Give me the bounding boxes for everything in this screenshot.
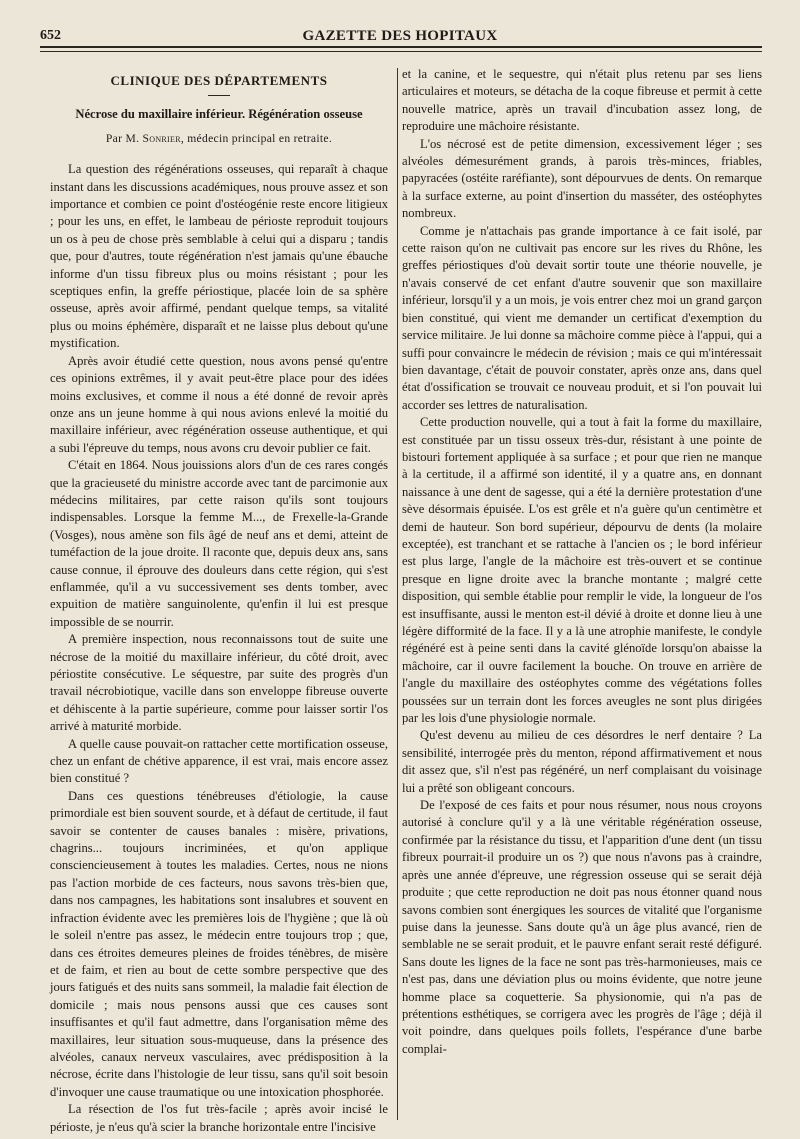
paragraph: La résection de l'os fut très-facile ; après avoir incisé le périoste, je n'eus qu'à scier la branche horizontale entre l'incisive xyxy=(50,1102,388,1134)
left-column xyxy=(50,66,388,1134)
byline-suffix: , médecin principal en retraite. xyxy=(180,131,333,145)
paragraph: A quelle cause pouvait-on rattacher cette mortification osseuse, chez un enfant de chétive apparence, il est vrai, mais encore assez bien constitué ? xyxy=(50,736,388,786)
author-name: Sonrier xyxy=(142,131,181,145)
paragraph: et la canine, et le sequestre, qui n'était plus retenu par ses liens articulaires et moteurs, se détacha de la coque fibreuse et permit à cette nouvelle matrice, après un travail d'incubation assez long, de reproduire une mâchoire résistante. xyxy=(402,67,762,134)
page-number: 652 xyxy=(40,28,61,43)
section-title: CLINIQUE DES DÉPARTEMENTS xyxy=(110,73,328,88)
article-subtitle: Nécrose du maxillaire inférieur. Régénération osseuse xyxy=(75,107,363,122)
paragraph: La question des régénérations osseuses, qui reparaît à chaque instant dans les discussions académiques, nous prouve assez et son importance et combien ce point d'ostéogénie reste encore litigieux ; pour les uns, en effet, le lambeau de périoste reproduit toujours un os à peu de chose près semblable à celui qui a disparu ; tandis que, pour d'autres, toute régénération n'est jamais qu'une ébauche informe d'un tissu fibreux plus ou moins résistant ; pour les sceptiques enfin, la greffe périostique, placée loin de sa sphère osseuse, après avoir affirmé, pendant quelque temps, sa vitalité plus ou moins éphémère, disparaît et ne laisse plus debout qu'une mystification. xyxy=(50,162,388,351)
paragraph: A première inspection, nous reconnaissons tout de suite une nécrose de la moitié du maxillaire inférieur, du côté droit, avec périostite consécutive. Le séquestre, par suite des progrès d'un travail nécrobiotique, vacille dans son enveloppe fibreuse ouverte et déhiscente à la partie supérieure, comme pour laisser sortir l'os arrivé à maturité morbide. xyxy=(50,632,388,734)
paragraph: De l'exposé de ces faits et pour nous résumer, nous nous croyons autorisé à conclure qu'il y a là une véritable régénération osseuse, confirmée par la résistance du tissu, et l'apparition d'une dent (un tissu fibreux pourrait-il produire un os ?) que nous n'avons pas à craindre, après une année d'épreuve, une régression osseuse qui se serait déjà produite ; que cette reproduction ne doit pas nous étonner quand nous savons combien sont énergiques les sources de vitalité que l'organisme puise dans la jeunesse. Sans doute qu'à un âge plus avancé, rien de semblable ne se serait produit, et le pauvre enfant serait resté défiguré. Sans doute les lignes de la face ne sont pas très-harmonieuses, mais ce n'est pas, dans une déviation plus ou moins évidente, que notre jeune homme place sa coquetterie. Sa physionomie, qui n'a pas de prétentions esthétiques, se corrigera avec les progrès de l'âge ; déjà il voit poindre, dans quelques poils follets, l'espérance d'une barbe complai- xyxy=(402,798,762,1056)
byline-prefix: Par M. xyxy=(105,131,140,145)
column-divider xyxy=(397,68,398,1120)
article-byline xyxy=(50,130,388,147)
paragraph: Après avoir étudié cette question, nous avons pensé qu'entre ces opinions extrêmes, il y avait peut-être place pour des idées moins exclusives, et comme il nous a été donné de revoir après onze ans un jeune homme à qui nous avions enlevé la moitié du maxillaire inférieur, avec régénération osseuse authentique, et qui a subi l'épreuve du temps, nous avons cru devoir publier ce fait. xyxy=(50,353,388,455)
header-rule-thick xyxy=(40,46,762,48)
header-rule-thin xyxy=(40,51,762,52)
paragraph: L'os nécrosé est de petite dimension, excessivement léger ; ses alvéoles démesurément grands, à parois très-minces, friables, papyracées (ostéite raréfiante), sont dépourvues de dents. On remarque à la surface externe, au point d'insertion du masséter, des ostéophytes nombreux. xyxy=(402,136,762,221)
paragraph: C'était en 1864. Nous jouissions alors d'un de ces rares congés que la gracieuseté du ministre accorde avec tant de parcimonie aux médecins militaires, par cette raison qu'ils sont toujours indispensables. Lorsque la femme M..., de Frexelle-la-Grande (Vosges), nous amène son fils âgé de neuf ans et demi, atteint de tuméfaction de la joue droite. Il raconte que, depuis deux ans, sans cause connue, il éprouve des douleurs dans cette région, qui s'est enflammée, qu'il a vu successivement ses dents tomber, avec expuition de matière sanguinolente, qu'enfin il lui est presque impossible de se nourrir. xyxy=(50,458,388,629)
paragraph: Cette production nouvelle, qui a tout à fait la forme du maxillaire, est constituée par un tissu osseux très-dur, résistant à une pointe de bistouri fortement appliquée à sa surface ; et pour que rien ne manque à la certitude, il a affirmé son identité, il y a quatre ans, en donnant naissance à une dent de sagesse, qui a été la dernière protestation d'une sève désormais épuisée. L'os est grêle et n'a guère qu'un centimètre et demi de hauteur. Son bord supérieur, dépourvu de dents (la molaire exceptée), est tranchant et se rattache à l'ancien os ; le bord inférieur est plus large, l'angle de la mâchoire est très-ouvert et se continue presque en ligne droite avec la branche montante ; malgré cette disposition, qui semble établie pour remplir le vide, la longueur de l'os est insuffisante, aussi le menton est-il dévié à droite et donne lieu à une légère difformité de la face. Il y a là une atrophie manifeste, le condyle régénéré est à peine senti dans la cavité glénoïde lorsqu'on abaisse la mâchoire, car il ouvre facilement la bouche. On trouve en arrière de l'angle du maxillaire des ostéophytes comme des végétations folles poussées sur un terrain dont les forces aveugles ne sont plus dirigées par les lois d'une physiologie normale. xyxy=(402,415,762,726)
paragraph: Comme je n'attachais pas grande importance à ce fait isolé, par cette raison qu'on ne cultivait pas encore sur les rives du Rhône, les greffes périostiques d'où devait sortir toute une théorie nouvelle, je n'avais conservé de cet enfant d'autre souvenir que son maxillaire inférieur, lorsqu'il y a un mois, je vois entrer chez moi un grand garçon bien constitué, qui vient me demander un certificat d'exemption du service militaire. Je lui donne sa mâchoire comme pièce à l'appui, qui a suffi pour convaincre le médecin de révision ; mais ce qui m'intéressait bien davantage, c'était de pouvoir constater, après onze ans, dans quel état d'ossification se trouvait ce nouveau produit, et si l'on pouvait lui accorder ses lettres de naturalisation. xyxy=(402,223,762,412)
paragraph: Qu'est devenu au milieu de ces désordres le nerf dentaire ? La sensibilité, interrogée près du menton, répond affirmativement et nous dit assez que, s'il n'est pas régénéré, un nerf complaisant du voisinage lui a prêté son obligeant concours. xyxy=(402,728,762,795)
section-dash xyxy=(208,95,230,96)
page-header xyxy=(40,28,760,48)
journal-title: GAZETTE DES HOPITAUX xyxy=(302,28,498,44)
right-column xyxy=(402,66,762,1126)
paragraph: Dans ces questions ténébreuses d'étiologie, la cause primordiale est bien souvent sourde, et à défaut de certitude, il faut savoir se contenter de causes banales : misère, privations, chagrins... toujours incriminées, et qu'on applique consciencieusement à toutes les maladies. Certes, nous ne nions pas l'action morbide de ces facteurs, nous savons très-bien que, dans nos campagnes, les habitations sont insalubres et souvent en infraction évidente avec les premières lois de l'hygiène ; que là où le soleil n'entre pas assez, le médecin entre toujours trop ; que, dans ces étroites demeures pleines de froides ténèbres, de misère et de faim, et rien au bout de cette sombre perspective que des jours fatigués et des nuits sans sommeil, la maladie fait élection de domicile ; mais nous pensons aussi que ces causes sont insuffisantes et qu'il faut admettre, dans l'organisation même des maxillaires, leur situation sous-muqueuse, dans la présence des alvéoles, canaux nerveux vasculaires, avec prédisposition à la nécrose, écrite dans l'histologie de leur tissu, sans qu'il soit besoin d'invoquer une cause traumatique ou une intoxication phosphorée. xyxy=(50,788,388,1099)
